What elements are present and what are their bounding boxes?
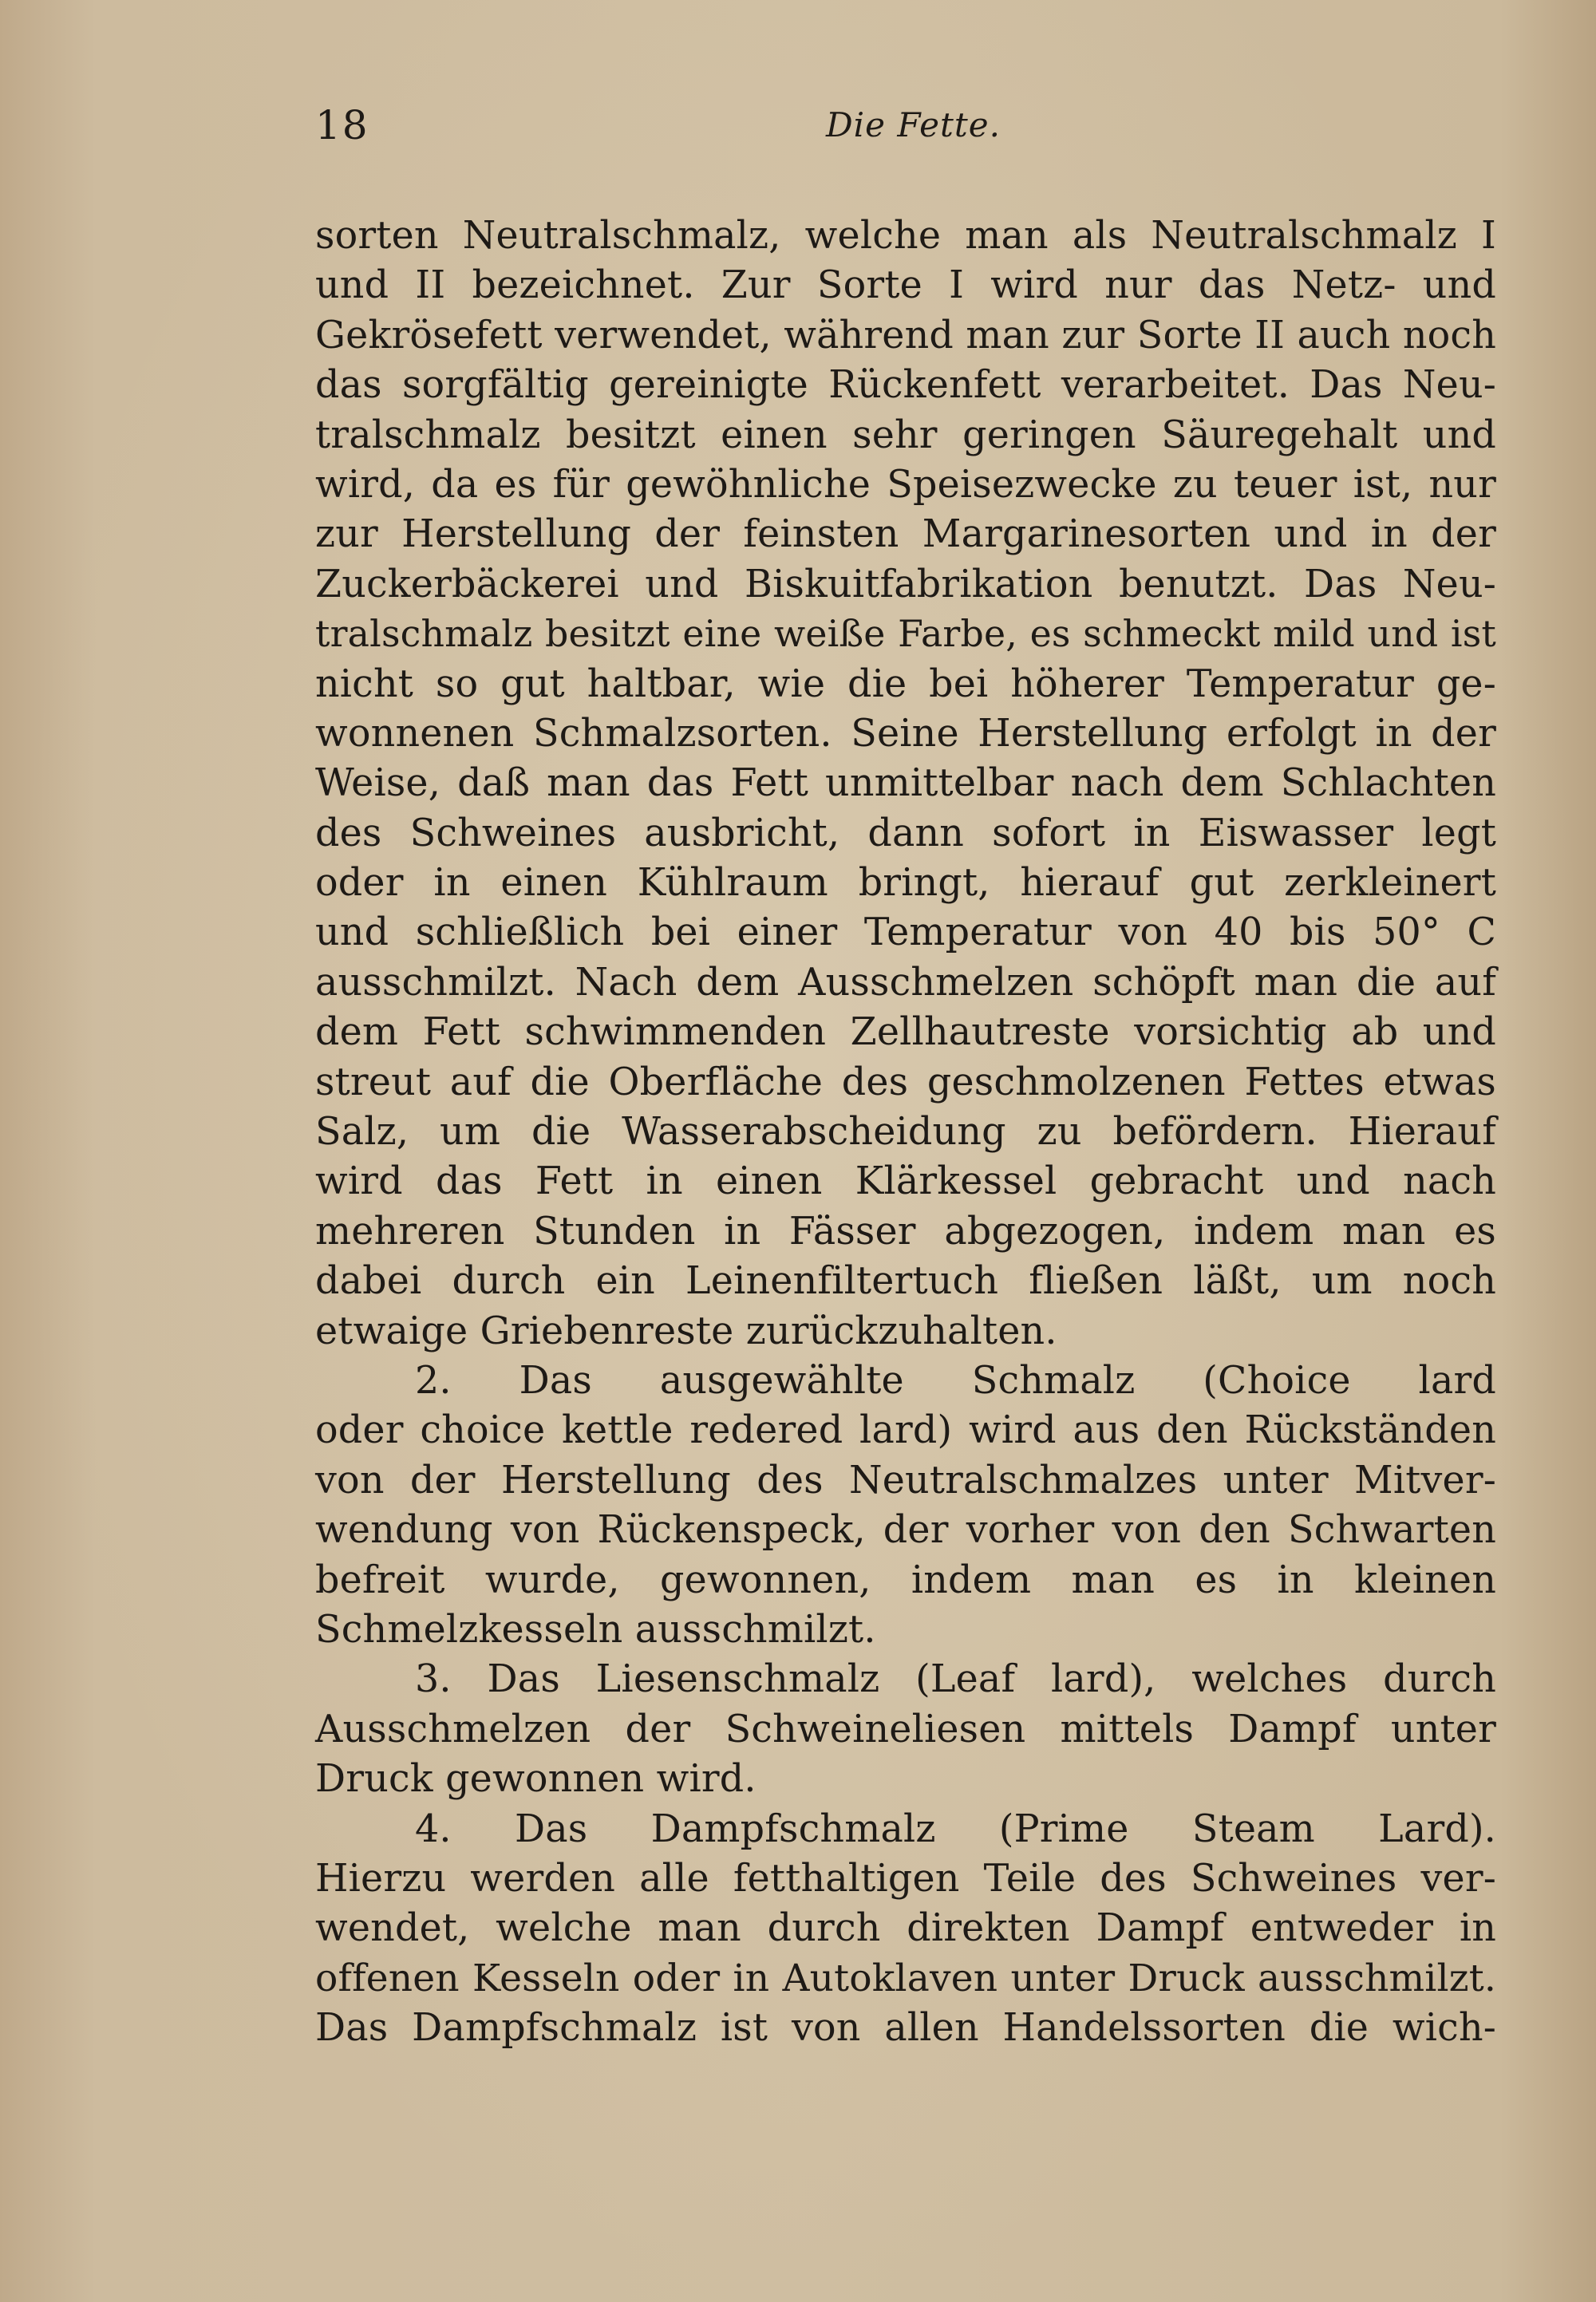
text-line: von der Herstellung des Neutralschmalzes unter Mitver- (315, 1458, 1496, 1502)
text-line: Zuckerbäckerei und Biskuitfabrikation benutzt. Das Neu- (315, 562, 1496, 606)
text-line: Hierzu werden alle fetthaltigen Teile des Schweines ver- (315, 1856, 1496, 1901)
text-line: sorten Neutralschmalz, welche man als Neutralschmalz I (315, 214, 1496, 258)
text-line: tralschmalz besitzt eine weiße Farbe, es schmeckt mild und ist (315, 613, 1496, 656)
text-line: des Schweines ausbricht, dann sofort in Eiswasser legt (315, 811, 1496, 855)
text-line: etwaige Griebenreste zurückzuhalten. (315, 1309, 1057, 1353)
text-line: 2. Das ausgewählte Schmalz (Choice lard (415, 1358, 1496, 1403)
text-line: ausschmilzt. Nach dem Ausschmelzen schöpft man die auf (315, 960, 1496, 1005)
text-line: und schließlich bei einer Temperatur von 40 bis 50° C (315, 910, 1496, 955)
text-line: das sorgfältig gereinigte Rückenfett verarbeitet. Das Neu- (315, 363, 1496, 408)
text-line: nicht so gut haltbar, wie die bei höherer Temperatur ge- (315, 661, 1496, 706)
body-text (315, 211, 1496, 2053)
text-line: dem Fett schwimmenden Zellhautreste vorsichtig ab und (315, 1010, 1496, 1055)
text-line: streut auf die Oberfläche des geschmolzenen Fettes etwas (315, 1060, 1496, 1104)
text-line: zur Herstellung der feinsten Margarinesorten und in der (315, 512, 1496, 557)
text-line: und II bezeichnet. Zur Sorte I wird nur das Netz- und (315, 263, 1496, 308)
text-line: Das Dampfschmalz ist von allen Handelssorten die wich- (315, 2006, 1496, 2051)
running-title: Die Fette. (826, 105, 1001, 144)
text-line: wird, da es für gewöhnliche Speisezwecke zu teuer ist, nur (315, 462, 1496, 507)
text-line: befreit wurde, gewonnen, indem man es in kleinen (315, 1558, 1496, 1602)
text-line: 3. Das Liesenschmalz (Leaf lard), welches durch (415, 1657, 1496, 1702)
text-line: Druck gewonnen wird. (315, 1757, 757, 1802)
text-line: Weise, daß man das Fett unmittelbar nach dem Schlachten (315, 761, 1496, 806)
text-line: oder choice kettle redered lard) wird aus den Rückständen (315, 1408, 1496, 1453)
text-line: wendet, welche man durch direkten Dampf entweder in (315, 1906, 1496, 1951)
text-line: oder in einen Kühlraum bringt, hierauf gut zerkleinert (315, 861, 1496, 906)
text-line: Gekrösefett verwendet, während man zur Sorte II auch noch (315, 313, 1496, 357)
text-line: Schmelzkesseln ausschmilzt. (315, 1607, 876, 1652)
text-line: Salz, um die Wasserabscheidung zu befördern. Hierauf (315, 1110, 1496, 1155)
text-line: Ausschmelzen der Schweineliesen mittels Dampf unter (315, 1707, 1496, 1751)
text-line: wird das Fett in einen Klärkessel gebracht und nach (315, 1159, 1496, 1204)
page-header (315, 94, 1496, 158)
text-line: dabei durch ein Leinenfiltertuch fließen läßt, um noch (315, 1259, 1496, 1304)
text-line: offenen Kesseln oder in Autoklaven unter Druck ausschmilzt. (315, 1956, 1496, 2000)
text-line: wonnenen Schmalzsorten. Seine Herstellung erfolgt in der (315, 711, 1496, 756)
text-line: mehreren Stunden in Fässer abgezogen, indem man es (315, 1209, 1496, 1254)
text-line: tralschmalz besitzt einen sehr geringen Säuregehalt und (315, 413, 1496, 457)
page-number: 18 (315, 102, 369, 148)
text-line: wendung von Rückenspeck, der vorher von den Schwarten (315, 1508, 1496, 1553)
text-line: 4. Das Dampfschmalz (Prime Steam Lard). (415, 1806, 1496, 1851)
